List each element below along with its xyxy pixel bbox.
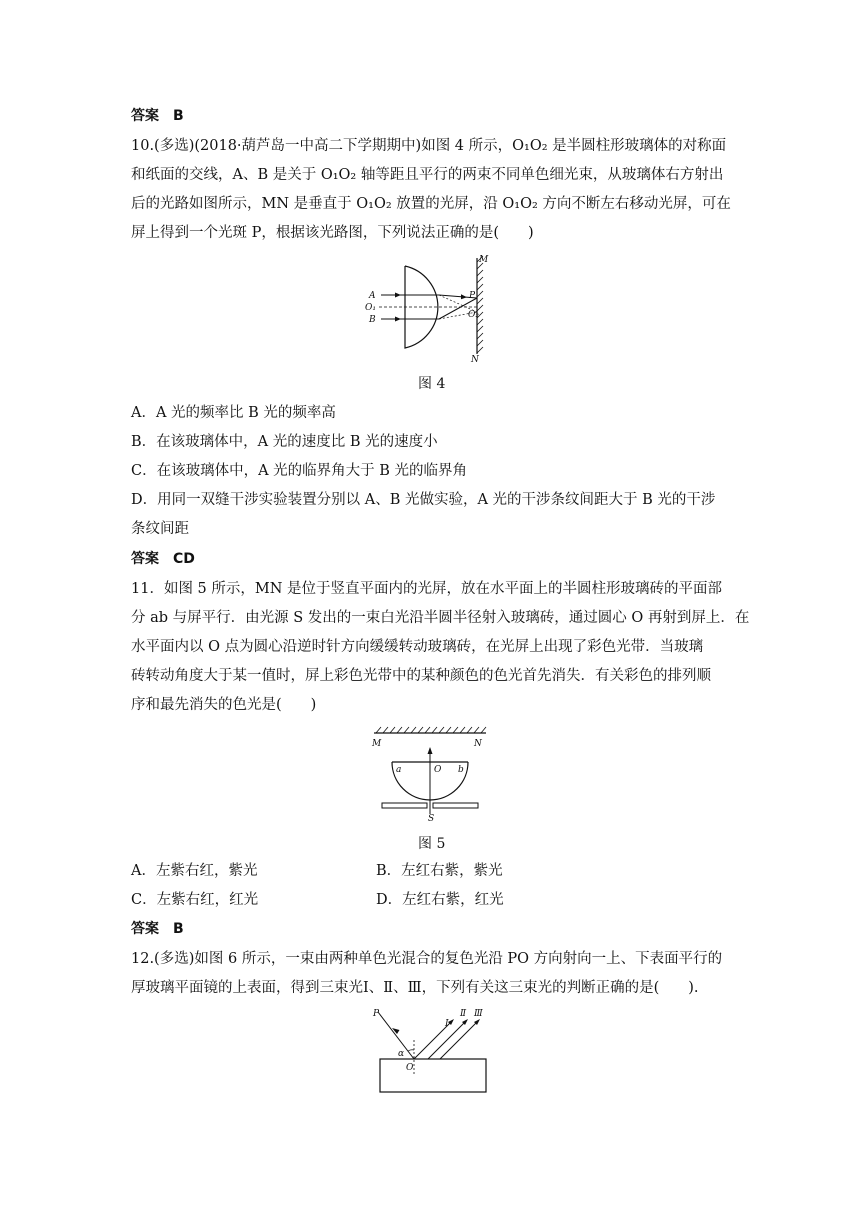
fig6-label-O: O [406,1063,414,1073]
q10-option-c: C．在该玻璃体中，A 光的临界角大于 B 光的临界角 [131,463,468,479]
fig4-label-B: B [369,315,376,325]
q10-option-d-line-1: D．用同一双缝干涉实验装置分别以 A、B 光做实验，A 光的干涉条纹间距大于 B 光的干涉 [131,492,716,508]
fig4-label-A: A [369,291,376,301]
figure-4 [365,252,495,367]
figure-6 [368,1004,498,1096]
q11-option-c: C．左紫右红，红光 [131,892,259,908]
fig4-label-O1: O₁ [365,303,376,313]
fig6-label-P: P [373,1009,380,1019]
figure-5 [372,724,492,824]
q10-line-4: 屏上得到一个光斑 P，根据该光路图，下列说法正确的是( ) [131,225,534,241]
q11-line-5: 序和最先消失的色光是( ) [131,697,317,713]
q12-line-1: 12.(多选)如图 6 所示，一束由两种单色光混合的复色光沿 PO 方向射向一上、下表面平行的 [131,951,723,967]
q11-option-a: A．左紫右红，紫光 [131,863,258,879]
fig6-label-alpha: α [398,1049,405,1059]
fig6-label-I: Ⅰ [445,1019,449,1029]
fig4-label-M: M [479,255,489,265]
fig5-label-a: a [396,765,402,775]
fig6-label-III: Ⅲ [474,1009,483,1019]
fig4-label-P: P [469,291,476,301]
q11-line-2: 分 ab 与屏平行．由光源 S 发出的一束白光沿半圆半径射入玻璃砖，通过圆心 O 再射到屏上．在 [131,610,750,626]
q11-line-3: 水平面内以 O 点为圆心沿逆时针方向缓缓转动玻璃砖，在光屏上出现了彩色光带．当玻璃 [131,639,704,655]
q10-option-b: B．在该玻璃体中，A 光的速度比 B 光的速度小 [131,434,438,450]
fig5-label-O: O [434,765,442,775]
fig5-label-N: N [474,739,482,749]
answer-9: 答案 B [131,108,184,124]
q10-option-a: A．A 光的频率比 B 光的频率高 [131,405,336,421]
fig5-label-M: M [372,739,382,749]
fig5-label-b: b [458,765,464,775]
fig4-label-O2: O₂ [468,310,479,320]
fig5-label-S: S [428,814,435,824]
answer-10: 答案 CD [131,551,195,567]
figure-4-caption: 图 4 [418,376,446,392]
q12-line-2: 厚玻璃平面镜的上表面，得到三束光Ⅰ、Ⅱ、Ⅲ，下列有关这三束光的判断正确的是( ). [131,980,699,996]
fig4-label-N: N [471,355,479,365]
q10-option-d-line-2: 条纹间距 [131,521,189,537]
figure-5-caption: 图 5 [418,836,446,852]
q11-line-1: 11．如图 5 所示，MN 是位于竖直平面内的光屏，放在水平面上的半圆柱形玻璃砖的平面部 [131,581,723,597]
fig6-label-II: Ⅱ [460,1009,467,1019]
q10-line-1: 10.(多选)(2018·葫芦岛一中高二下学期期中)如图 4 所示，O₁O₂ 是半圆柱形玻璃体的对称面 [131,138,727,154]
answer-11: 答案 B [131,921,184,937]
q10-line-2: 和纸面的交线，A、B 是关于 O₁O₂ 轴等距且平行的两束不同单色细光束，从玻璃体右方射出 [131,167,724,183]
q11-option-d: D．左红右紫，红光 [376,892,504,908]
q11-option-b: B．左红右紫，紫光 [376,863,503,879]
q11-line-4: 砖转动角度大于某一值时，屏上彩色光带中的某种颜色的色光首先消失．有关彩色的排列顺 [131,668,711,684]
q10-line-3: 后的光路如图所示，MN 是垂直于 O₁O₂ 放置的光屏，沿 O₁O₂ 方向不断左右移动光屏，可在 [131,196,731,212]
